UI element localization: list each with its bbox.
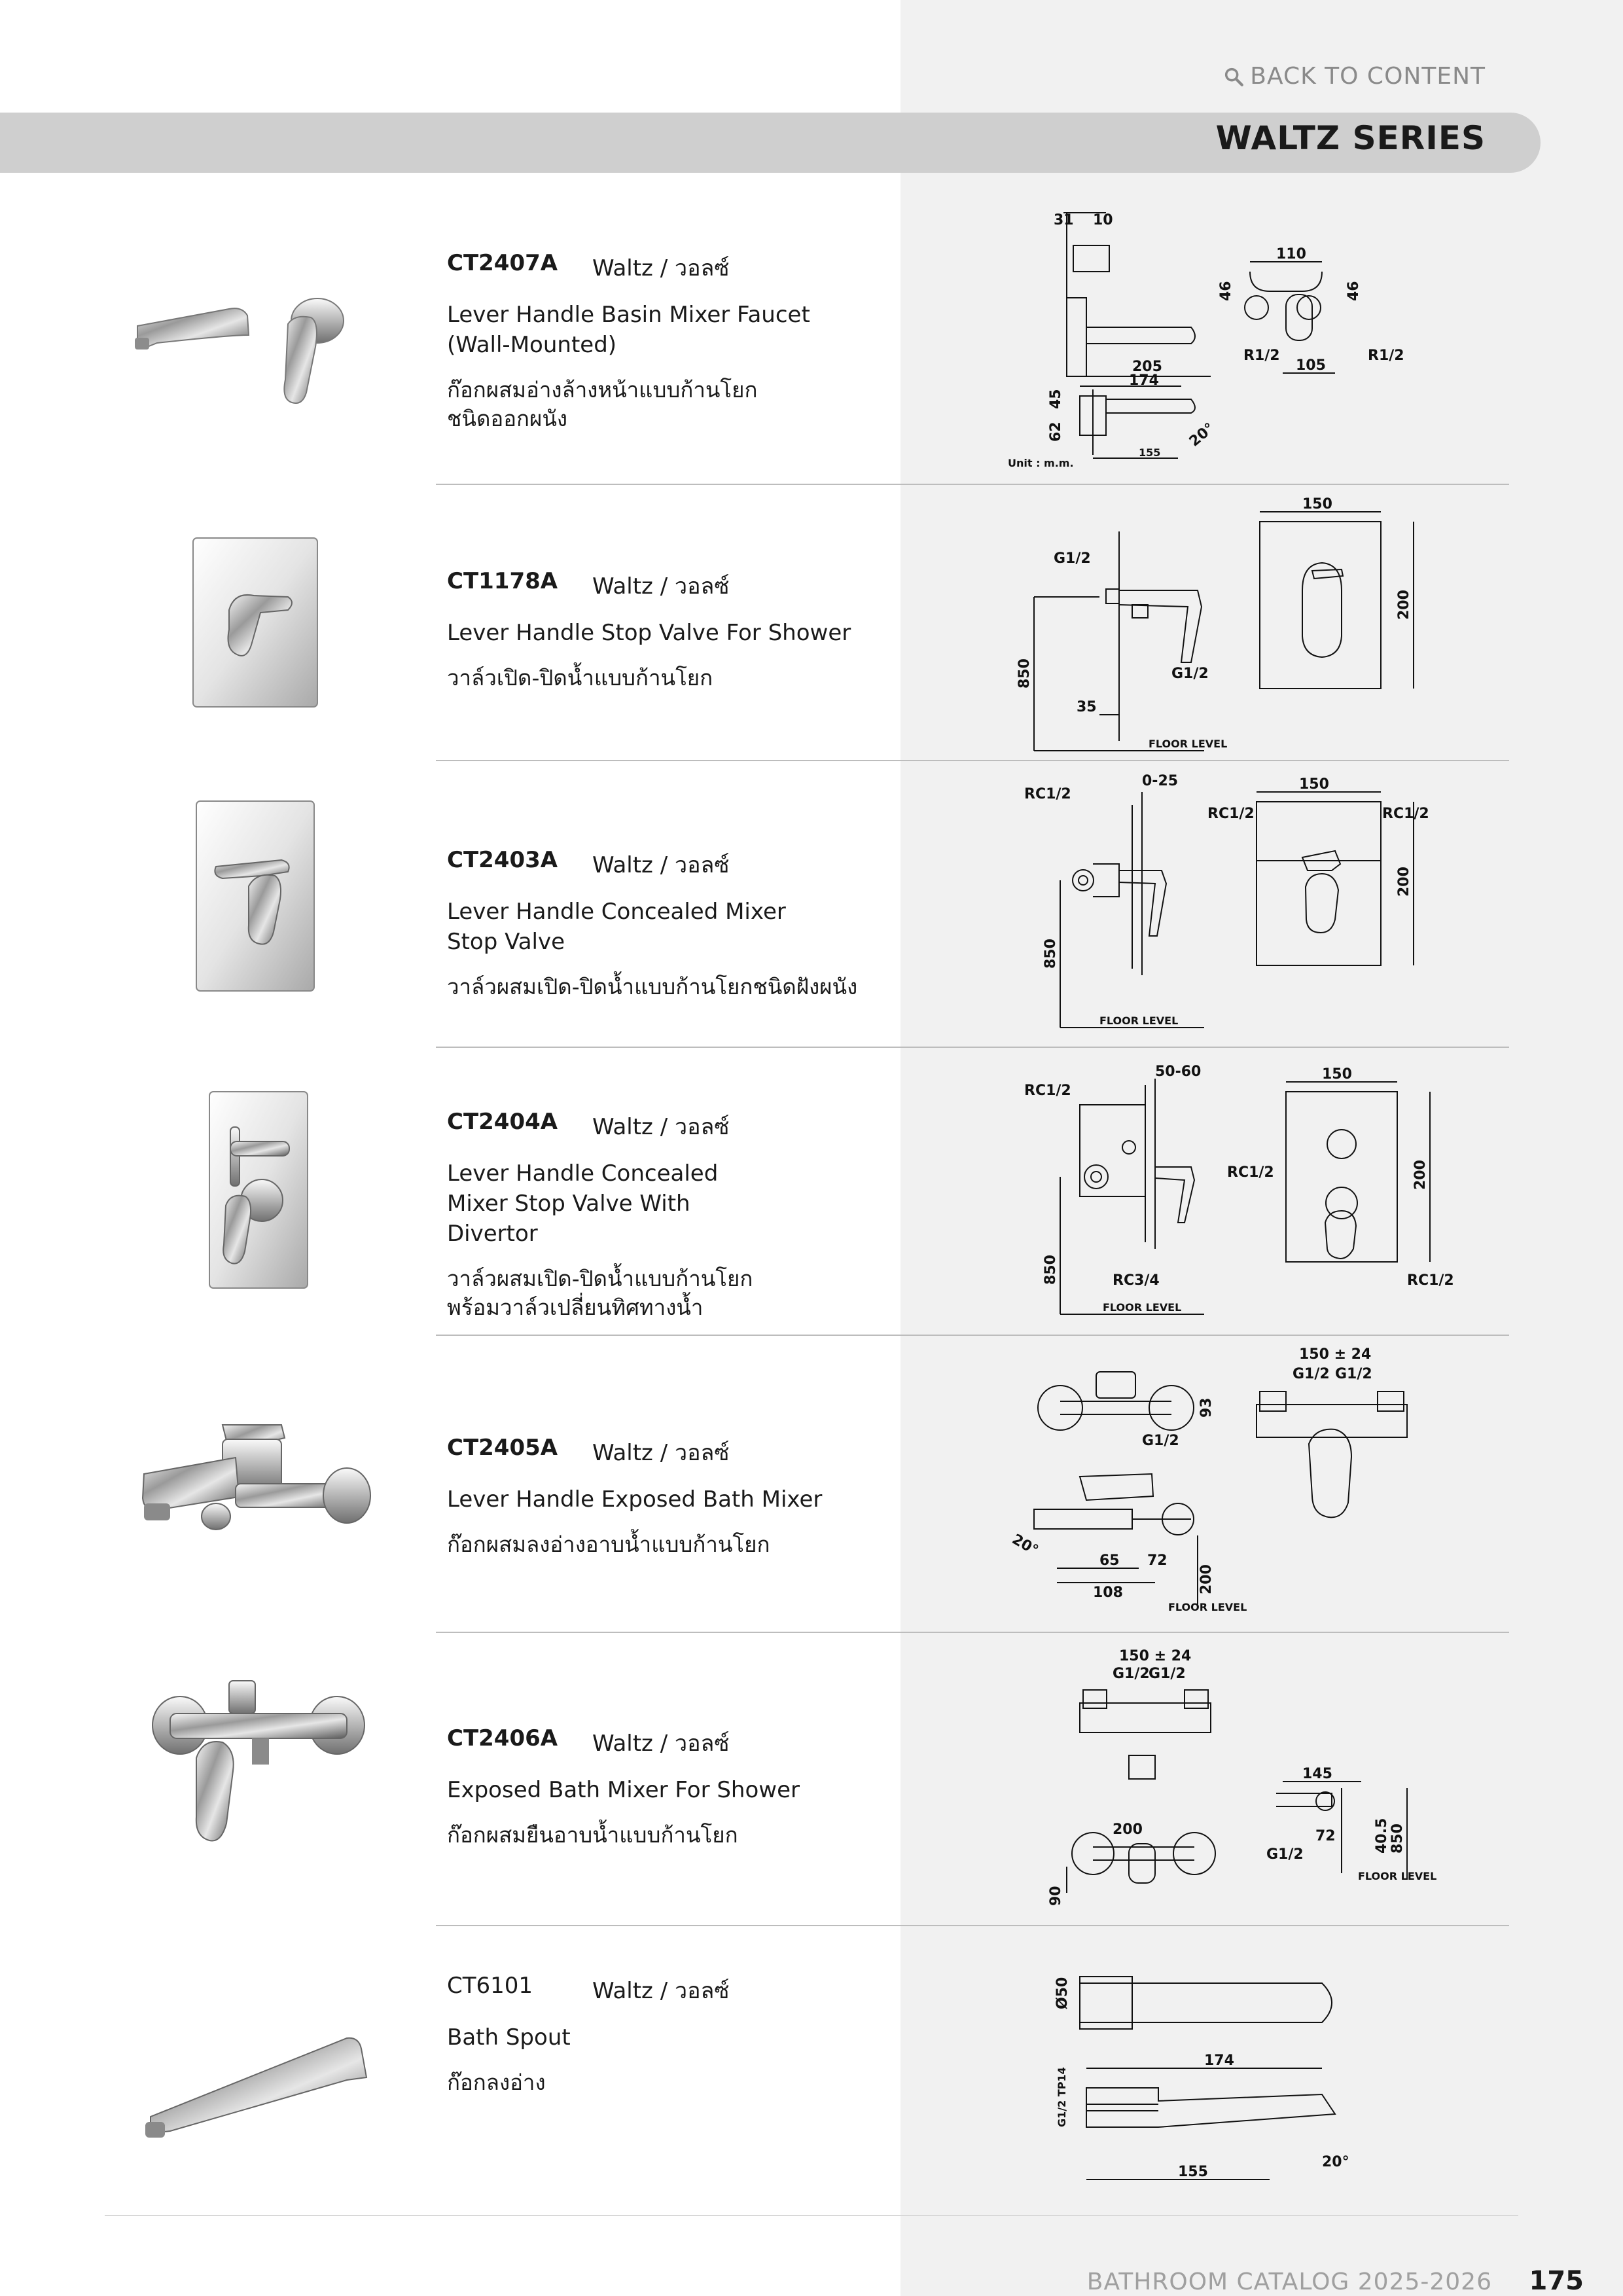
product-name-en: Exposed Bath Mixer For Shower [447, 1777, 800, 1803]
product-code: CT2404A [447, 1109, 558, 1135]
dim-label: G1/2 [1113, 1666, 1150, 1682]
dim-label: 155 [1139, 446, 1161, 459]
dim-label: 200 [1396, 590, 1412, 620]
dim-label: 90 [1048, 1886, 1064, 1906]
product-info [447, 568, 918, 692]
page-number: 175 [1529, 2266, 1584, 2296]
product-name-th: ก๊อกลงอ่าง [447, 2070, 546, 2095]
dim-label: 46 [1218, 281, 1234, 301]
divider [436, 760, 1509, 761]
product-name-en: Lever Handle Stop Valve For Shower [447, 620, 851, 646]
product-name-en: Lever Handle Basin Mixer Faucet (Wall-Mounted) [447, 302, 810, 358]
dim-label: 200 [1396, 867, 1412, 897]
product-series: Waltz / วอลซ์ [592, 1114, 730, 1140]
dim-label: 72 [1315, 1828, 1336, 1844]
floor-label: FLOOR LEVEL [1099, 1014, 1179, 1027]
divider [436, 1925, 1509, 1926]
product-name-th: วาล์วเปิด-ปิดน้ำแบบก้านโยก [447, 665, 713, 691]
dim-label: 110 [1276, 246, 1306, 262]
product-image [118, 1088, 393, 1297]
dim-label: 174 [1204, 2053, 1234, 2069]
dim-label: RC1/2 [1024, 1083, 1071, 1099]
product-info [447, 1973, 918, 2097]
product-name-en: Lever Handle Exposed Bath Mixer [447, 1486, 823, 1513]
dim-label: 205 [1132, 359, 1162, 375]
dim-label: G1/2 [1266, 1846, 1304, 1863]
dim-label: 174 [1129, 372, 1159, 389]
dim-label: 150 [1302, 496, 1332, 512]
product-info [447, 847, 918, 1001]
product-code: CT6101 [447, 1973, 533, 1999]
product-series: Waltz / วอลซ์ [592, 1978, 730, 2004]
technical-drawing [995, 772, 1466, 1041]
floor-label: FLOOR LEVEL [1168, 1601, 1247, 1613]
dim-label: 105 [1296, 357, 1326, 374]
dim-label: Ø50 [1054, 1977, 1071, 2009]
dim-label: 40.5 [1374, 1818, 1390, 1854]
dim-label: G1/2 [1149, 1666, 1186, 1682]
dim-label: RC1/2 [1227, 1164, 1274, 1181]
floor-label: FLOOR LEVEL [1358, 1870, 1437, 1882]
dim-label: 200 [1113, 1821, 1143, 1838]
dim-label: G1/2 [1293, 1366, 1330, 1382]
divider [436, 484, 1509, 485]
dim-label: 46 [1346, 281, 1362, 301]
product-code: CT2407A [447, 250, 558, 276]
product-name-th: วาล์วผสมเปิด-ปิดน้ำแบบก้านโยกชนิดฝังผนัง [447, 974, 858, 999]
product-code: CT1178A [447, 568, 558, 594]
dim-label: G1/2 TP14 [1056, 2067, 1068, 2127]
product-code: CT2406A [447, 1725, 558, 1751]
product-name-th: ก๊อกผสมอ่างล้างหน้าแบบก้านโยก ชนิดออกผนัง [447, 377, 758, 431]
product-name-en: Bath Spout [447, 2024, 571, 2051]
dim-label: 150 [1322, 1066, 1352, 1083]
product-image [118, 1992, 393, 2162]
dim-label: 150 [1299, 776, 1329, 793]
floor-label: FLOOR LEVEL [1103, 1301, 1182, 1314]
product-image [118, 1402, 393, 1572]
dim-label: G1/2 [1335, 1366, 1372, 1382]
product-info [447, 1435, 918, 1559]
dim-label: 150 ± 24 [1299, 1346, 1372, 1363]
dim-label: 65 [1099, 1552, 1120, 1569]
divider [436, 1047, 1509, 1048]
dim-label: 850 [1389, 1823, 1406, 1854]
dim-label: 20° [1186, 420, 1218, 450]
product-series: Waltz / วอลซ์ [592, 255, 730, 281]
footer-divider [105, 2215, 1518, 2216]
product-code: CT2405A [447, 1435, 558, 1461]
dim-label: RC1/2 [1207, 806, 1255, 822]
dim-label: RC1/2 [1024, 786, 1071, 802]
dim-label: 20° [1009, 1531, 1041, 1560]
dim-label: 50-60 [1155, 1064, 1202, 1080]
product-name-th: วาล์วผสมเปิด-ปิดน้ำแบบก้านโยก พร้อมวาล์วเปลี่ยนทิศทางน้ำ [447, 1266, 753, 1320]
technical-drawing [995, 1964, 1466, 2212]
dim-label: 108 [1093, 1585, 1123, 1601]
dim-label: 20° [1322, 2154, 1349, 2170]
back-to-content-label: BACK TO CONTENT [1250, 63, 1486, 90]
dim-label: 145 [1302, 1766, 1332, 1782]
technical-drawing [995, 200, 1466, 475]
dim-label: RC3/4 [1113, 1272, 1160, 1289]
search-icon [1222, 65, 1245, 88]
product-name-en: Lever Handle Concealed Mixer Stop Valve [447, 899, 786, 955]
technical-drawing [995, 1346, 1466, 1621]
product-series: Waltz / วอลซ์ [592, 1440, 730, 1466]
dim-label: 850 [1043, 939, 1059, 969]
technical-drawing [995, 492, 1466, 761]
dim-label: 31 [1054, 212, 1074, 228]
product-image [118, 1673, 393, 1869]
dim-label: 10 [1093, 212, 1113, 228]
dim-label: 200 [1412, 1160, 1429, 1190]
dim-label: R1/2 [1368, 348, 1404, 364]
footer-catalog-label: BATHROOM CATALOG 2025-2026 [1086, 2269, 1492, 2295]
technical-drawing [995, 1644, 1466, 1919]
product-image [118, 268, 393, 439]
divider [436, 1335, 1509, 1336]
dim-label: 200 [1198, 1564, 1215, 1594]
back-to-content-link[interactable] [1222, 63, 1486, 90]
floor-label: FLOOR LEVEL [1149, 738, 1228, 750]
dim-label: R1/2 [1243, 348, 1280, 364]
product-info [447, 1725, 918, 1850]
dim-label: 850 [1016, 658, 1033, 689]
dim-label: RC1/2 [1382, 806, 1429, 822]
product-image [118, 788, 393, 1004]
dim-label: 62 [1048, 422, 1064, 442]
product-info [447, 250, 918, 433]
dim-label: 0-25 [1142, 773, 1179, 789]
dim-label: 35 [1077, 699, 1097, 715]
product-series: Waltz / วอลซ์ [592, 1731, 730, 1757]
dim-label: 45 [1048, 389, 1064, 409]
product-name-en: Lever Handle Concealed Mixer Stop Valve With Divertor [447, 1160, 719, 1247]
product-info [447, 1109, 918, 1322]
dim-label: G1/2 [1054, 550, 1091, 567]
product-name-th: ก๊อกผสมยืนอาบน้ำแบบก้านโยก [447, 1822, 738, 1848]
dim-label: G1/2 [1171, 666, 1209, 682]
product-code: CT2403A [447, 847, 558, 873]
divider [436, 1632, 1509, 1633]
series-title: WALTZ SERIES [1215, 119, 1486, 157]
dim-label: 850 [1043, 1255, 1059, 1285]
dim-label: 93 [1198, 1397, 1215, 1418]
dim-label: 155 [1178, 2164, 1208, 2180]
dim-label: 72 [1147, 1552, 1168, 1569]
product-image [118, 525, 393, 721]
product-series: Waltz / วอลซ์ [592, 573, 730, 600]
dim-label: 150 ± 24 [1119, 1648, 1192, 1664]
technical-drawing [995, 1059, 1466, 1327]
dim-label: RC1/2 [1407, 1272, 1454, 1289]
product-series: Waltz / วอลซ์ [592, 852, 730, 878]
unit-label: Unit : m.m. [1008, 457, 1074, 469]
product-name-th: ก๊อกผสมลงอ่างอาบน้ำแบบก้านโยก [447, 1532, 770, 1557]
dim-label: G1/2 [1142, 1433, 1179, 1449]
